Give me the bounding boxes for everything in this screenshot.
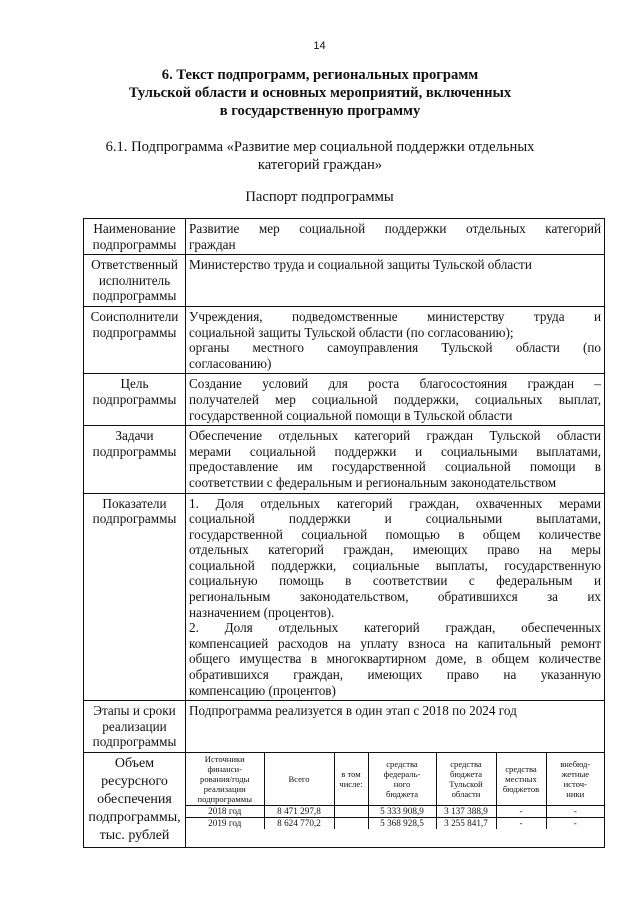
text-line: жетные <box>561 769 590 779</box>
header-source <box>186 753 264 806</box>
row-label <box>84 219 186 255</box>
row-value <box>186 219 605 255</box>
passport-row <box>84 306 605 373</box>
text-line: подпрограммы <box>92 443 177 459</box>
value-line: 2. Доля отдельных категорий граждан, обеспеченных <box>189 620 601 636</box>
financing-table-body <box>186 753 604 829</box>
text-line: подпрограммы <box>92 288 177 304</box>
value-line: Создание условий для роста благосостояния граждан – <box>189 376 601 392</box>
subheading-line: 6.1. Подпрограмма «Развитие мер социальной поддержки отдельных <box>105 139 535 155</box>
text-line: подпрограммы <box>92 236 177 252</box>
value-line: социальную помощь в соответствии с федеральным и <box>189 573 601 589</box>
text-line: бюджета <box>449 769 483 779</box>
value-line: региональным законодательством, обратившихся за их <box>189 589 601 605</box>
text-line: в том <box>341 769 361 779</box>
value-line: предоставление им государственной социальной помощи в <box>189 459 601 475</box>
financing-data-row <box>186 806 604 818</box>
financing-cell-year: 2018 год <box>186 806 264 818</box>
passport-row <box>84 493 605 701</box>
text-line: бюджета <box>385 789 419 799</box>
financing-row <box>84 753 605 848</box>
text-line: обеспечения <box>97 792 172 807</box>
row-label <box>84 306 186 373</box>
value-line: компенсацию (процентов) <box>189 682 336 698</box>
text-line: рования/годы <box>200 774 250 784</box>
text-line: Этапы и сроки <box>93 703 176 719</box>
text-line: тыс. рублей <box>99 828 170 843</box>
financing-cell-including <box>334 818 368 830</box>
value-line: обратившихся граждан, имеющих право на указанную <box>189 667 601 683</box>
text-line: ресурсного <box>101 774 168 789</box>
value-line: назначением (процентов). <box>189 604 335 620</box>
row-value <box>186 255 605 307</box>
passport-row <box>84 255 605 307</box>
value-line: согласованию) <box>189 355 272 371</box>
financing-label <box>84 753 186 848</box>
text-line: финанси- <box>207 764 242 774</box>
text-line: ники <box>566 789 585 799</box>
text-line: исполнитель <box>98 272 171 288</box>
text-line: Цель <box>120 376 149 392</box>
heading-line: Тульской области и основных мероприятий, включенных <box>128 85 512 101</box>
value-line: социальной поддержки и социальными выплатами, <box>189 511 601 527</box>
passport-row <box>84 426 605 493</box>
value-line: органы местного самоуправления Тульской области (по <box>189 340 601 356</box>
value-line: общего имущества в многоквартирном доме, в общем количестве <box>189 651 601 667</box>
text-line: Всего <box>288 774 310 784</box>
header-total <box>264 753 334 806</box>
financing-cell-total: 8 471 297,8 <box>264 806 334 818</box>
value-line: граждан <box>189 236 236 252</box>
financing-table <box>186 753 604 829</box>
text-line: средства <box>386 759 418 769</box>
subheading-line: категорий граждан» <box>257 157 383 173</box>
value-line: Министерство труда и социальной защиты Тульской области <box>189 257 532 273</box>
text-line: подпрограммы, <box>88 810 181 825</box>
text-line: средства <box>450 759 482 769</box>
value-line: государственной социальной помощью в общем количестве <box>189 526 601 542</box>
value-line: получателей мер социальной поддержки, социальных выплат, <box>189 391 601 407</box>
value-line: Учреждения, подведомственные министерству труда и <box>189 308 601 324</box>
text-line: Объем <box>114 756 155 771</box>
financing-cell-year: 2019 год <box>186 818 264 830</box>
text-line: внебюд- <box>560 759 591 769</box>
value-line: Подпрограмма реализуется в один этап с 2018 по 2024 год <box>189 703 517 719</box>
header-regional <box>436 753 496 806</box>
text-line: Наименование <box>93 221 176 236</box>
financing-data-row <box>186 818 604 830</box>
text-line: подпрограммы <box>92 391 177 407</box>
value-line: Развитие мер социальной поддержки отдельных категорий <box>189 221 601 236</box>
value-line: отдельных категорий граждан, имеющих право на меры <box>189 542 601 558</box>
financing-header-row <box>186 753 604 806</box>
text-line: подпрограммы <box>197 794 252 804</box>
header-extra <box>546 753 604 806</box>
text-line: бюджетов <box>502 784 540 794</box>
text-line: федераль- <box>383 769 421 779</box>
financing-cell-including <box>334 806 368 818</box>
text-line: подпрограммы <box>92 324 177 340</box>
page-number: 14 <box>313 40 326 52</box>
text-line: Задачи <box>115 428 154 444</box>
financing-cell-regional: 3 137 388,9 <box>436 806 496 818</box>
row-label <box>84 374 186 426</box>
value-line: социальной поддержки, социальные выплаты, государственную <box>189 557 601 573</box>
text-line: Тульской <box>449 779 483 789</box>
passport-row <box>84 219 605 255</box>
heading-line: 6. Текст подпрограмм, региональных программ <box>161 67 479 83</box>
financing-cell-federal: 5 333 908,9 <box>368 806 436 818</box>
text-line: Источники <box>204 754 245 764</box>
text-line: Показатели <box>102 495 167 511</box>
heading-line: в государственную программу <box>219 103 421 119</box>
value-line: компенсацией расходов на уплату взноса на капитальный ремонт <box>189 635 601 651</box>
passport-row <box>84 374 605 426</box>
row-value <box>186 493 605 701</box>
value-line: соответствии с федеральным и региональным законодательством <box>189 474 557 490</box>
financing-cell-regional: 3 255 841,7 <box>436 818 496 830</box>
financing-cell <box>186 753 605 848</box>
header-federal <box>368 753 436 806</box>
text-line: подпрограммы <box>92 511 177 527</box>
financing-cell-extra: - <box>546 806 604 818</box>
value-line: социальной защиты Тульской области (по согласованию); <box>189 324 514 340</box>
passport-row <box>84 701 605 753</box>
value-line: мерами социальной поддержки и социальными выплатами, <box>189 443 601 459</box>
row-value <box>186 374 605 426</box>
financing-cell-local: - <box>496 806 546 818</box>
text-line: источ- <box>563 779 587 789</box>
row-label <box>84 426 186 493</box>
text-line: местных <box>505 774 537 784</box>
header-local <box>496 753 546 806</box>
row-value <box>186 306 605 373</box>
financing-cell-total: 8 624 770,2 <box>264 818 334 830</box>
passport-title: Паспорт подпрограммы <box>245 189 394 205</box>
section-heading <box>60 66 580 120</box>
row-label <box>84 255 186 307</box>
row-label <box>84 493 186 701</box>
row-value <box>186 701 605 753</box>
text-line: ного <box>393 779 411 789</box>
value-line: 1. Доля отдельных категорий граждан, охваченных мерами <box>189 495 601 511</box>
financing-cell-federal: 5 368 928,5 <box>368 818 436 830</box>
financing-cell-local: - <box>496 818 546 830</box>
text-line: числе: <box>339 779 363 789</box>
value-line: Обеспечение отдельных категорий граждан Тульской области <box>189 428 601 444</box>
passport-table <box>83 218 605 848</box>
text-line: Соисполнители <box>90 308 179 324</box>
value-line: государственной социальной помощи в Тульской области <box>189 407 513 423</box>
text-line: реализации <box>102 718 167 734</box>
financing-cell-extra: - <box>546 818 604 830</box>
row-label <box>84 701 186 753</box>
row-value <box>186 426 605 493</box>
text-line: области <box>451 789 481 799</box>
passport-body <box>84 219 605 848</box>
text-line: средства <box>505 764 537 774</box>
text-line: реализации <box>203 784 246 794</box>
subprogram-heading <box>70 138 570 174</box>
text-line: подпрограммы <box>92 734 177 750</box>
header-including <box>334 753 368 806</box>
text-line: Ответственный <box>91 257 178 273</box>
